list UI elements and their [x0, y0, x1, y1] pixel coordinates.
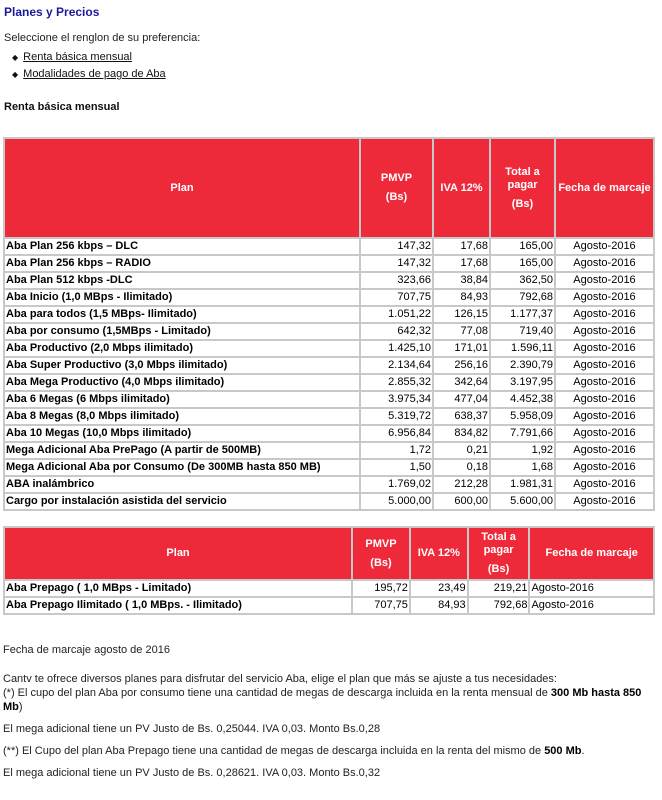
- table-row: [4, 425, 654, 442]
- section-links: [12, 49, 166, 83]
- cell-fecha: Agosto-2016: [555, 272, 654, 289]
- cell-pmvp: 1.051,22: [360, 306, 433, 323]
- cell-fecha: Agosto-2016: [555, 408, 654, 425]
- cell-pmvp: 707,75: [352, 597, 410, 614]
- note-consumo-extra: El mega adicional tiene un PV Justo de Bs. 0,25044. IVA 0,03. Monto Bs.0,28: [3, 723, 381, 735]
- header-iva: IVA 12%: [410, 527, 468, 580]
- cell-iva: 0,18: [433, 459, 490, 476]
- cell-fecha: Agosto-2016: [555, 391, 654, 408]
- cell-pmvp: 3.975,34: [360, 391, 433, 408]
- header-pmvp-unit: (Bs): [385, 191, 408, 203]
- cell-fecha: Agosto-2016: [555, 493, 654, 510]
- cell-iva: 84,93: [433, 289, 490, 306]
- cell-total: 5.958,09: [490, 408, 555, 425]
- cell-iva: 0,21: [433, 442, 490, 459]
- cell-pmvp: 323,66: [360, 272, 433, 289]
- table-row: [4, 340, 654, 357]
- cell-iva: 38,84: [433, 272, 490, 289]
- cell-total: 3.197,95: [490, 374, 555, 391]
- cell-plan: Aba Productivo (2,0 Mbps ilimitado): [4, 340, 360, 357]
- cell-plan: Aba Plan 256 kbps – RADIO: [4, 255, 360, 272]
- cell-fecha: Agosto-2016: [555, 459, 654, 476]
- cell-iva: 171,01: [433, 340, 490, 357]
- cell-pmvp: 707,75: [360, 289, 433, 306]
- cell-total: 362,50: [490, 272, 555, 289]
- cell-iva: 17,68: [433, 238, 490, 255]
- note-consumo-bold: 300 Mb hasta 850 Mb: [3, 687, 642, 713]
- cell-pmvp: 1,72: [360, 442, 433, 459]
- diamond-bullet-icon: ◆: [12, 53, 19, 62]
- cantv-intro-text: Cantv te ofrece diversos planes para disfrutar del servicio Aba, elige el plan que más se ajuste a tus necesidades:: [3, 673, 557, 685]
- cell-total: 1.981,31: [490, 476, 555, 493]
- cell-plan: Mega Adicional Aba por Consumo (De 300MB hasta 850 MB): [4, 459, 360, 476]
- cell-total: 719,40: [490, 323, 555, 340]
- cell-total: 1.596,11: [490, 340, 555, 357]
- cell-total: 7.791,66: [490, 425, 555, 442]
- cell-plan: Aba por consumo (1,5MBps - Limitado): [4, 323, 360, 340]
- cell-fecha: Agosto-2016: [555, 238, 654, 255]
- cell-plan: Aba Plan 512 kbps -DLC: [4, 272, 360, 289]
- note-consumo: [3, 686, 657, 714]
- note-consumo-suffix: ): [18, 701, 23, 713]
- page-title: Planes y Precios: [4, 5, 100, 19]
- cell-iva: 212,28: [433, 476, 490, 493]
- note-prepago-prefix: (**) El Cupo del plan Aba Prepago tiene una cantidad de megas de descarga incluida en la renta del mismo de: [3, 745, 545, 757]
- cell-fecha: Agosto-2016: [555, 425, 654, 442]
- cell-plan: Aba 10 Megas (10,0 Mbps ilimitado): [4, 425, 360, 442]
- cell-pmvp: 642,32: [360, 323, 433, 340]
- table-row: [4, 408, 654, 425]
- cell-pmvp: 195,72: [352, 580, 410, 597]
- cell-fecha: Agosto-2016: [555, 374, 654, 391]
- cell-iva: 600,00: [433, 493, 490, 510]
- header-total-label: Total a pagar: [505, 165, 540, 191]
- cell-iva: 256,16: [433, 357, 490, 374]
- table-row: [4, 323, 654, 340]
- cell-total: 219,21: [468, 580, 530, 597]
- section-title: Renta básica mensual: [4, 101, 120, 113]
- cell-pmvp: 6.956,84: [360, 425, 433, 442]
- cell-plan: Aba Plan 256 kbps – DLC: [4, 238, 360, 255]
- link-renta-basica[interactable]: Renta básica mensual: [23, 51, 132, 63]
- table-row: [4, 459, 654, 476]
- table-header-row: [4, 138, 654, 238]
- header-pmvp: [352, 527, 410, 580]
- diamond-bullet-icon: ◆: [12, 70, 19, 79]
- table-row: [4, 289, 654, 306]
- table-row: [4, 580, 654, 597]
- cell-iva: 638,37: [433, 408, 490, 425]
- header-total-label: Total a pagar: [481, 531, 516, 556]
- intro-text: Seleccione el renglon de su preferencia:: [4, 32, 201, 44]
- note-prepago: [3, 744, 657, 758]
- header-fecha: Fecha de marcaje: [555, 138, 654, 238]
- table-row: [4, 476, 654, 493]
- table-row: [4, 442, 654, 459]
- cell-plan: Aba Inicio (1,0 MBps - Ilimitado): [4, 289, 360, 306]
- cell-plan: Mega Adicional Aba PrePago (A partir de 500MB): [4, 442, 360, 459]
- cell-pmvp: 147,32: [360, 255, 433, 272]
- cell-total: 792,68: [490, 289, 555, 306]
- cell-pmvp: 1.769,02: [360, 476, 433, 493]
- cell-iva: 77,08: [433, 323, 490, 340]
- note-consumo-prefix: (*) El cupo del plan Aba por consumo tiene una cantidad de megas de descarga incluida en la renta mensual de: [3, 687, 551, 699]
- cell-total: 165,00: [490, 238, 555, 255]
- cell-fecha: Agosto-2016: [555, 357, 654, 374]
- table-row: [4, 597, 654, 614]
- header-pmvp-label: PMVP: [365, 537, 397, 550]
- cell-fecha: Agosto-2016: [529, 580, 654, 597]
- link-item: [12, 66, 166, 83]
- table-row: [4, 493, 654, 510]
- cell-plan: Aba Super Productivo (3,0 Mbps ilimitado): [4, 357, 360, 374]
- cell-plan: Cargo por instalación asistida del servicio: [4, 493, 360, 510]
- cell-plan: Aba 6 Megas (6 Mbps ilimitado): [4, 391, 360, 408]
- header-total: [468, 527, 530, 580]
- cell-total: 792,68: [468, 597, 530, 614]
- cell-fecha: Agosto-2016: [555, 340, 654, 357]
- cell-pmvp: 5.000,00: [360, 493, 433, 510]
- header-fecha: Fecha de marcaje: [529, 527, 654, 580]
- cell-plan: Aba Mega Productivo (4,0 Mbps ilimitado): [4, 374, 360, 391]
- cell-plan: Aba Prepago ( 1,0 MBps - Limitado): [4, 580, 352, 597]
- cell-fecha: Agosto-2016: [555, 323, 654, 340]
- fecha-marcaje-note: [3, 643, 657, 657]
- table-row: [4, 272, 654, 289]
- cell-iva: 17,68: [433, 255, 490, 272]
- cell-iva: 84,93: [410, 597, 468, 614]
- header-total: [490, 138, 555, 238]
- cell-plan: Aba 8 Megas (8,0 Mbps ilimitado): [4, 408, 360, 425]
- cell-total: 165,00: [490, 255, 555, 272]
- cell-fecha: Agosto-2016: [555, 255, 654, 272]
- table-header-row: [4, 527, 654, 580]
- cell-total: 5.600,00: [490, 493, 555, 510]
- cell-total: 2.390,79: [490, 357, 555, 374]
- main-table-body: [4, 238, 654, 510]
- note-prepago-bold: 500 Mb: [544, 745, 582, 757]
- cell-iva: 23,49: [410, 580, 468, 597]
- cell-pmvp: 5.319,72: [360, 408, 433, 425]
- table-row: [4, 306, 654, 323]
- cell-pmvp: 1.425,10: [360, 340, 433, 357]
- cell-total: 4.452,38: [490, 391, 555, 408]
- table-row: [4, 374, 654, 391]
- cell-iva: 477,04: [433, 391, 490, 408]
- cell-total: 1.177,37: [490, 306, 555, 323]
- cell-iva: 834,82: [433, 425, 490, 442]
- header-plan: Plan: [4, 138, 360, 238]
- link-item: [12, 49, 166, 66]
- table-row: [4, 357, 654, 374]
- cell-pmvp: 2.855,32: [360, 374, 433, 391]
- cell-total: 1,92: [490, 442, 555, 459]
- main-price-table: [3, 137, 655, 511]
- cell-plan: Aba Prepago Ilimitado ( 1,0 MBps. - Ilimitado): [4, 597, 352, 614]
- note-prepago-extra: El mega adicional tiene un PV Justo de Bs. 0,28621. IVA 0,03. Monto Bs.0,32: [3, 767, 381, 779]
- table-row: [4, 238, 654, 255]
- fecha-marcaje-text: Fecha de marcaje agosto de 2016: [3, 644, 170, 656]
- cell-iva: 126,15: [433, 306, 490, 323]
- header-pmvp-unit: (Bs): [370, 556, 392, 569]
- cell-total: 1,68: [490, 459, 555, 476]
- cell-iva: 342,64: [433, 374, 490, 391]
- cell-plan: Aba para todos (1,5 MBps- Ilimitado): [4, 306, 360, 323]
- cell-fecha: Agosto-2016: [555, 289, 654, 306]
- prepago-price-table: [3, 526, 655, 615]
- cell-pmvp: 147,32: [360, 238, 433, 255]
- cell-plan: ABA inalámbrico: [4, 476, 360, 493]
- prepago-table-body: [4, 580, 654, 614]
- header-pmvp-label: PMVP: [380, 172, 413, 184]
- header-iva: IVA 12%: [433, 138, 490, 238]
- footnotes: [3, 672, 657, 780]
- header-total-unit: (Bs): [511, 197, 534, 210]
- link-modalidades-pago[interactable]: Modalidades de pago de Aba: [23, 68, 166, 80]
- table-row: [4, 391, 654, 408]
- cell-fecha: Agosto-2016: [555, 476, 654, 493]
- header-total-unit: (Bs): [487, 563, 510, 575]
- cell-fecha: Agosto-2016: [555, 442, 654, 459]
- header-pmvp: [360, 138, 433, 238]
- header-plan: Plan: [4, 527, 352, 580]
- table-row: [4, 255, 654, 272]
- cell-pmvp: 2.134,64: [360, 357, 433, 374]
- cell-fecha: Agosto-2016: [555, 306, 654, 323]
- cell-pmvp: 1,50: [360, 459, 433, 476]
- note-prepago-suffix: .: [581, 745, 585, 757]
- cell-fecha: Agosto-2016: [529, 597, 654, 614]
